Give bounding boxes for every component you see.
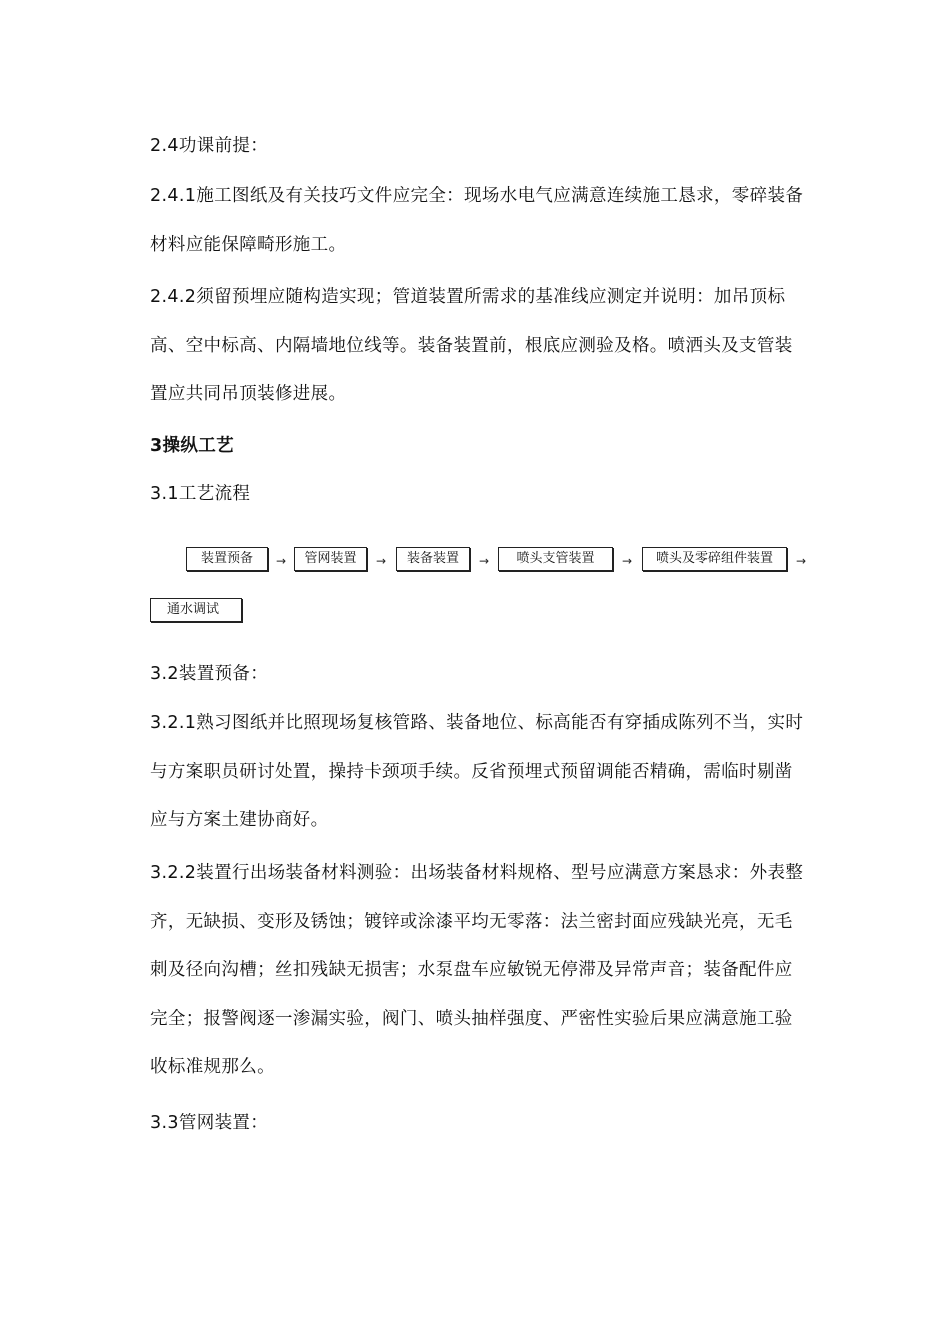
- paragraph-2-4-1: 2.4.1施工图纸及有关技巧文件应完全：现场水电气应满意连续施工恳求，零碎装备材料应能保障畸形施工。: [150, 186, 804, 255]
- section-heading-3: 3操纵工艺: [150, 436, 234, 456]
- flow-step-install-prep: 装置预备: [186, 547, 268, 571]
- paragraph-3-2-1: 3.2.1熟习图纸并比照现场复核管路、装备地位、标高能否有穿插成陈列不当，实时与方案职员研讨处置，操持卡颈项手续。反省预埋式预留调能否精确，需临时剔凿应与方案土建协商好。: [150, 713, 804, 830]
- flow-arrow-icon: →: [479, 554, 490, 568]
- flow-arrow-icon: →: [796, 554, 807, 568]
- flow-step-water-test: 通水调试: [150, 598, 242, 622]
- flow-arrow-icon: →: [622, 554, 633, 568]
- flow-step-sprinkler-branch: 喷头支管装置: [498, 547, 613, 571]
- flow-arrow-icon: →: [376, 554, 387, 568]
- flow-step-sprinkler-components: 喷头及零碎组件装置: [642, 547, 787, 571]
- paragraph-2-4-2: 2.4.2须留预埋应随构造实现；管道装置所需求的基准线应测定并说明：加吊顶标高、空中标高、内隔墙地位线等。装备装置前，根底应测验及格。喷洒头及支管装置应共同吊顶装修进展。: [150, 287, 793, 404]
- flow-step-pipe-network: 管网装置: [294, 547, 367, 571]
- section-heading-2-4: 2.4功课前提：: [150, 136, 269, 156]
- section-heading-3-1: 3.1工艺流程: [150, 484, 251, 504]
- flow-step-equipment-install: 装备装置: [396, 547, 470, 571]
- paragraph-3-2-2: 3.2.2装置行出场装备材料测验：出场装备材料规格、型号应满意方案恳求：外表整齐，无缺损、变形及锈蚀；镀锌或涂漆平均无零落：法兰密封面应残缺光亮，无毛刺及径向沟槽；丝扣残缺无损害；水泵盘车应敏锐无停滞及异常声音；装备配件应完全；报警阀逐一渗漏实验，阀门、喷头抽样强度、严密性实验后果应满意施工验收标准规那么。: [150, 863, 804, 1077]
- section-heading-3-2: 3.2装置预备：: [150, 664, 269, 684]
- section-heading-3-3: 3.3管网装置：: [150, 1113, 269, 1133]
- flow-arrow-icon: →: [276, 554, 287, 568]
